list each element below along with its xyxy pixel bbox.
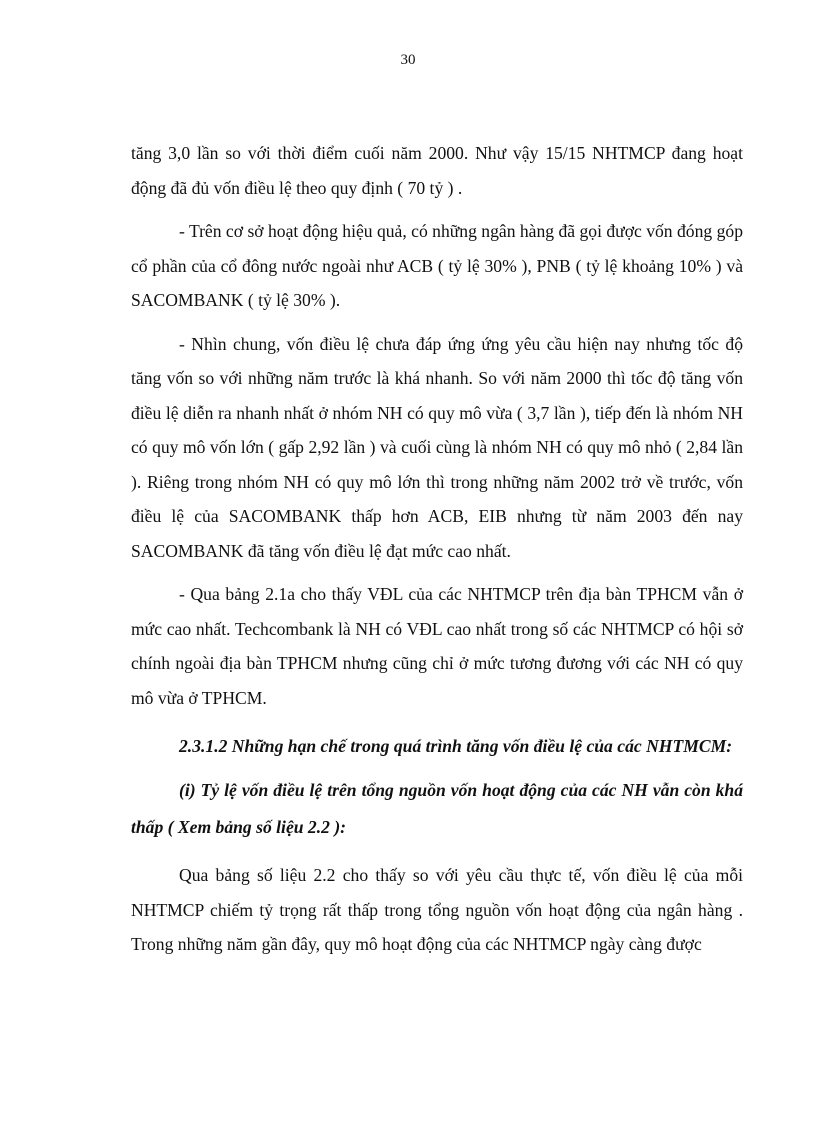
paragraph-capital-increase: tăng 3,0 lần so với thời điểm cuối năm 2000. Như vậy 15/15 NHTMCP đang hoạt động đã đủ vốn điều lệ theo quy định ( 70 tỷ ) .	[131, 143, 743, 198]
paragraph-table-2-2: Qua bảng số liệu 2.2 cho thấy so với yêu cầu thực tế, vốn điều lệ của mỗi NHTMCP chiếm tỷ trọng rất thấp trong tổng nguồn vốn hoạt động của ngân hàng . Trong những năm gần đây, quy mô hoạt động của các NHTMCP ngày càng được	[131, 865, 743, 954]
page-number: 30	[400, 52, 416, 68]
section-heading: 2.3.1.2 Những hạn chế trong quá trình tăng vốn điều lệ của các NHTMCM:	[179, 736, 733, 756]
paragraph-foreign-shareholders: - Trên cơ sở hoạt động hiệu quả, có những ngân hàng đã gọi được vốn đóng góp cổ phần của cổ đông nước ngoài như ACB ( tỷ lệ 30% ), PNB ( tỷ lệ khoảng 10% ) và SACOMBANK ( tỷ lệ 30% ).	[131, 221, 743, 310]
sub-heading: (i) Tỷ lệ vốn điều lệ trên tổng nguồn vốn hoạt động của các NH vẫn còn khá thấp ( Xem bảng số liệu 2.2 ):	[131, 780, 743, 837]
document-body	[131, 136, 743, 962]
paragraph-growth-rate: - Nhìn chung, vốn điều lệ chưa đáp ứng ứng yêu cầu hiện nay nhưng tốc độ tăng vốn so với những năm trước là khá nhanh. So với năm 2000 thì tốc độ tăng vốn điều lệ diễn ra nhanh nhất ở nhóm NH có quy mô vừa ( 3,7 lần ), tiếp đến là nhóm NH có quy mô vốn lớn ( gấp 2,92 lần ) và cuối cùng là nhóm NH có quy mô nhỏ ( 2,84 lần ). Riêng trong nhóm NH có quy mô lớn thì trong những năm 2002 trở về trước, vốn điều lệ của SACOMBANK thấp hơn ACB, EIB nhưng từ năm 2003 đến nay SACOMBANK đã tăng vốn điều lệ đạt mức cao nhất.	[131, 333, 743, 561]
paragraph-table-2-1a: - Qua bảng 2.1a cho thấy VĐL của các NHTMCP trên địa bàn TPHCM vẫn ở mức cao nhất. Techcombank là NH có VĐL cao nhất trong số các NHTMCP có hội sở chính ngoài địa bàn TPHCM nhưng cũng chỉ ở mức tương đương với các NH có quy mô vừa ở TPHCM.	[131, 584, 743, 708]
